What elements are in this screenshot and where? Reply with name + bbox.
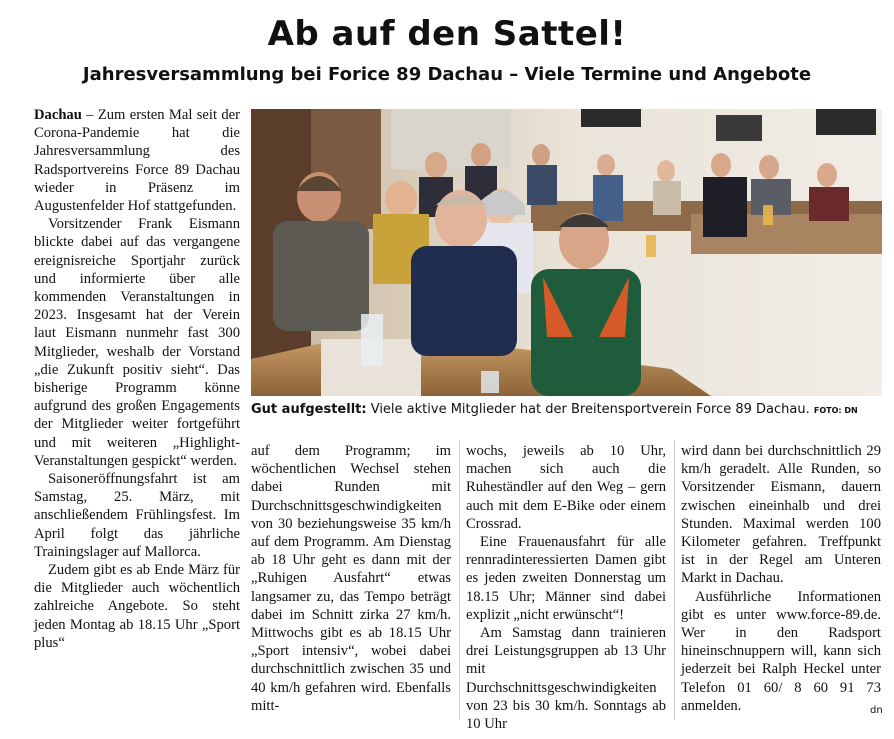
article-column-4 — [681, 442, 881, 715]
paragraph: Eine Frauenausfahrt für alle rennradinteressierten Damen gibt es jeden zweiten Donnerstag um 18.15 Uhr; Männer sind dabei explizit „nicht erwünscht“! — [466, 534, 666, 623]
paragraph: Saisoneröffnungsfahrt ist am Samstag, 25. März, mit anschließendem Frühlingsfest. Im April folgt das jährliche Trainingslager auf Mallorca. — [34, 471, 240, 560]
photo-credit: FOTO: DN — [813, 406, 858, 415]
column-divider — [674, 440, 675, 720]
paragraph: wird dann bei durchschnittlich 29 km/h geradelt. Alle Runden, so Vorsitzender Eismann, dauern zwischen eineinhalb und drei Stunden. Maximal werden 100 Kilometer gefahren. Treffpunkt ist in der Regel am Unteren Markt in Dachau. — [681, 443, 881, 587]
paragraph: Vorsitzender Frank Eismann blickte dabei auf das vergangene ereignisreiche Sportjahr zurück und informierte über alle kommenden Veranstaltungen in 2023. Insgesamt hat der Verein laut Eismann nunmehr fast 300 Mitglieder, weshalb der Vorstand „die Zukunft positiv sieht“. Das bisherige Programm könne aufgrund des großen Engagements der Mitglieder weiter fortgeführt und mit weiteren „Highlight-Veranstaltungen gespickt“ werden. — [34, 216, 240, 469]
author-initials: dn — [870, 705, 883, 716]
article-column-2 — [251, 442, 451, 715]
paragraph-text: – Zum ersten Mal seit der Corona-Pandemie hat die Jahresversammlung des Radsportvereins Force 89 Dachau wieder in Präsenz im Augustenfelder Hof stattgefunden. — [34, 107, 240, 215]
paragraph: Am Samstag dann trainieren drei Leistungsgruppen ab 13 Uhr mit Durchschnittsgeschwindigkeiten von 23 bis 30 km/h. Sonntags ab 10 Uhr — [466, 625, 666, 733]
paragraph — [34, 106, 240, 215]
group-photo-illustration — [251, 109, 882, 396]
article-column-1 — [34, 106, 240, 652]
paragraph: Zudem gibt es ab Ende März für die Mitglieder auch wöchentlich zahlreiche Angebote. So steht jeden Montag ab 18.15 Uhr „Sport plus“ — [34, 562, 240, 651]
subheadline: Jahresversammlung bei Forice 89 Dachau – Viele Termine und Angebote — [82, 64, 812, 85]
article-photo — [251, 109, 882, 396]
paragraph: auf dem Programm; im wöchentlichen Wechsel stehen dabei Runden mit Durchschnittsgeschwindigkeiten von 30 beziehungsweise 35 km/h auf dem Programm. Am Dienstag ab 18 Uhr geht es dann mit der „Ruhigen Ausfahrt“ etwas langsamer zu, das Tempo beträgt dabei im Schnitt zirka 27 km/h. Mittwochs gibt es ab 18.15 Uhr „Sport intensiv“, wobei dabei durchschnittlich zwischen 35 und 40 km/h gefahren wird. Ebenfalls mitt- — [251, 443, 451, 714]
article-column-3 — [466, 442, 666, 733]
caption-lead: Gut aufgestellt: — [251, 402, 367, 417]
headline: Ab auf den Sattel! — [267, 14, 627, 54]
paragraph: wochs, jeweils ab 10 Uhr, machen sich auch die Ruheständler auf den Weg – gern auch mit dem E-Bike oder einem Crossrad. — [466, 443, 666, 532]
dateline: Dachau — [34, 107, 82, 123]
column-divider — [459, 440, 460, 720]
paragraph: Ausführliche Informationen gibt es unter www.force-89.de. Wer in den Radsport hineinschnuppern will, kann sich jederzeit bei Ralph Heckel unter Telefon 01 60/ 8 60 91 73 anmelden. — [681, 588, 881, 714]
photo-caption — [251, 402, 882, 417]
caption-text: Viele aktive Mitglieder hat der Breitensportverein Force 89 Dachau. — [366, 402, 810, 417]
